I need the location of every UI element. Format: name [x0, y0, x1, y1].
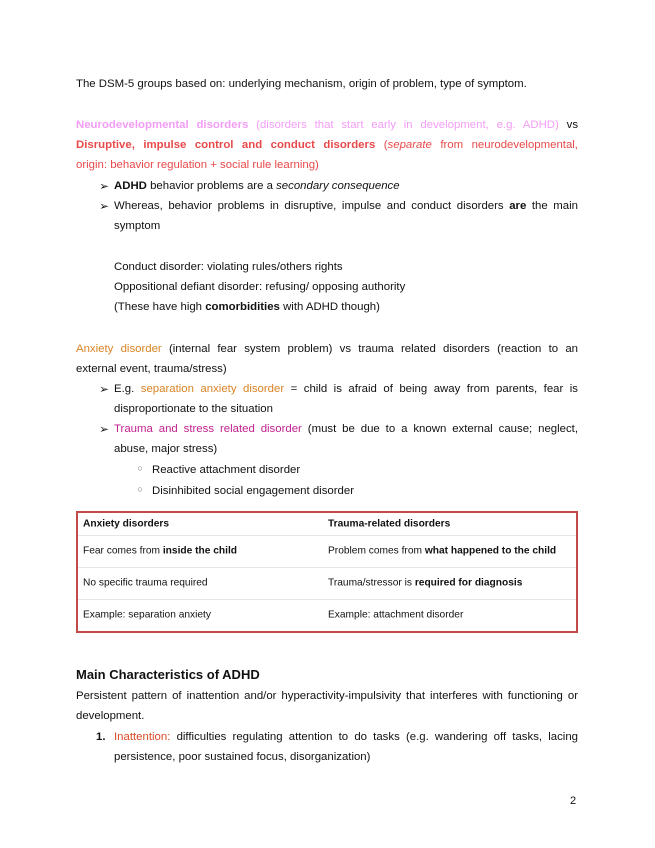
table-header-anxiety: Anxiety disorders [83, 518, 170, 530]
conduct-line1: Conduct disorder: violating rules/others rights [114, 261, 343, 273]
bullet-whereas: Whereas, behavior problems in disruptive, impulse and conduct disorders are the main [114, 200, 578, 212]
conduct-line3: (These have high comorbidities with ADHD though) [114, 301, 380, 313]
neuro-desc: (disorders that start early in development, e.g. ADHD) [256, 119, 559, 131]
section-desc-line2: development. [76, 710, 145, 722]
circle-bullet-icon: ○ [137, 463, 143, 473]
table-cell: Example: separation anxiety [83, 609, 211, 621]
separate-rest: from neurodevelopmental, [440, 139, 578, 151]
arrow-bullet-icon: ➢ [99, 424, 109, 436]
arrow-bullet-icon: ➢ [99, 201, 109, 213]
conduct-line2: Oppositional defiant disorder: refusing/ opposing authority [114, 281, 406, 293]
table-cell: Example: attachment disorder [328, 609, 464, 621]
table-row [78, 599, 576, 631]
disruptive-term: Disruptive, impulse control and conduct disorders [76, 139, 376, 151]
bullet-whereas-cont: symptom [114, 220, 161, 232]
section-heading: Main Characteristics of ADHD [76, 667, 260, 682]
intro-text: The DSM-5 groups based on: underlying mechanism, origin of problem, type of symptom. [76, 78, 527, 90]
list-number: 1. [96, 731, 106, 743]
table-cell: Trauma/stressor is required for diagnosis [328, 577, 523, 589]
table-cell: Fear comes from inside the child [83, 545, 237, 557]
vs-word: vs [566, 119, 579, 131]
section-desc-line1: Persistent pattern of inattention and/or hyperactivity-impulsivity that interferes with functioning or [76, 690, 578, 702]
bullet-adhd: ADHD behavior problems are a secondary consequence [114, 180, 400, 192]
table-row [78, 535, 576, 568]
bullet-separation: E.g. separation anxiety disorder = child is afraid of being away from parents, fear is [114, 383, 578, 395]
table-row [78, 567, 576, 600]
table-header-trauma: Trauma-related disorders [328, 518, 451, 530]
comparison-table [76, 511, 578, 633]
anxiety-line2: external event, trauma/stress) [76, 363, 227, 375]
neuro-term: Neurodevelopmental disorders [76, 119, 249, 131]
bullet-trauma-cont: abuse, major stress) [114, 443, 218, 455]
bullet-trauma: Trauma and stress related disorder (must be due to a known external cause; neglect, [114, 423, 578, 435]
sub-bullet-reactive: Reactive attachment disorder [152, 464, 301, 476]
anxiety-term: Anxiety disorder [76, 343, 162, 355]
inattention-line1: Inattention: difficulties regulating attention to do tasks (e.g. wandering off tasks, lacing [114, 731, 578, 743]
anxiety-line1: Anxiety disorder (internal fear system problem) vs trauma related disorders (reaction to an [76, 343, 579, 355]
paren-open: ( [383, 139, 388, 151]
bullet-separation-cont: disproportionate to the situation [114, 403, 273, 415]
sub-bullet-disinhibited: Disinhibited social engagement disorder [152, 485, 354, 497]
arrow-bullet-icon: ➢ [99, 384, 109, 396]
table-header-row [78, 513, 576, 536]
para1-line2 [76, 138, 578, 152]
arrow-bullet-icon: ➢ [99, 181, 109, 193]
para1-line3: origin: behavior regulation + social rule learning) [76, 159, 319, 171]
separate-word: separate [387, 139, 432, 151]
para1-line1 [76, 118, 578, 132]
table-cell: No specific trauma required [83, 577, 208, 589]
inattention-line2: persistence, poor sustained focus, disorganization) [114, 751, 371, 763]
table-cell: Problem comes from what happened to the child [328, 545, 557, 557]
page-number: 2 [570, 795, 577, 807]
circle-bullet-icon: ○ [137, 484, 143, 494]
